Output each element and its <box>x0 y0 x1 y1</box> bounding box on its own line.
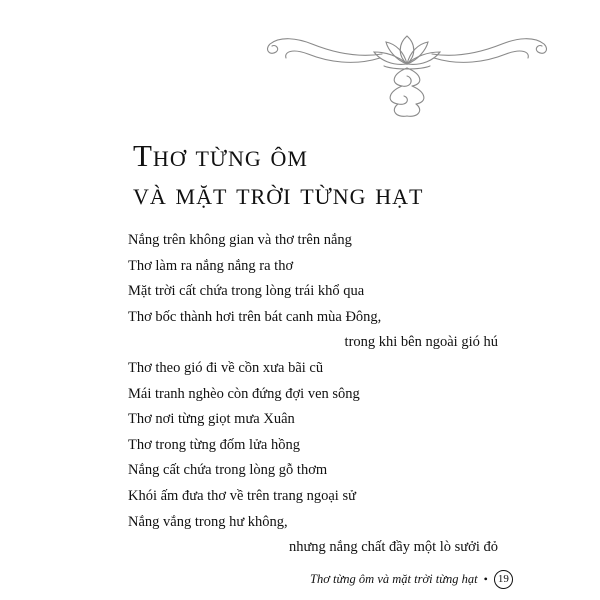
poem-body <box>128 228 508 561</box>
running-title: Thơ từng ôm và mặt trời từng hạt <box>310 571 478 586</box>
page-number: 19 <box>494 570 513 589</box>
poem-line: Thơ nơi từng giọt mưa Xuân <box>128 411 295 428</box>
title-line-1: Thơ từng ôm <box>133 138 308 173</box>
poem-line: Thơ làm ra nắng nắng ra thơ <box>128 257 294 274</box>
poem-line: Thơ bốc thành hơi trên bát canh mùa Đông, <box>128 308 382 325</box>
poem-line: Nắng cất chứa trong lòng gỗ thơm <box>128 462 328 479</box>
lotus-flourish-icon <box>262 22 552 122</box>
title-line-2: và mặt trời từng hạt <box>133 176 424 211</box>
poem-line: Nắng trên không gian và thơ trên nắng <box>128 232 352 248</box>
poem-title <box>133 140 424 214</box>
poem-line: Mặt trời cất chứa trong lòng trái khổ qua <box>128 283 365 300</box>
poem-line: Thơ trong từng đốm lửa hồng <box>128 436 300 453</box>
poem-line: Thơ theo gió đi về cồn xưa bãi cũ <box>128 359 324 376</box>
poem-line: Mái tranh nghèo còn đứng đợi ven sông <box>128 385 360 402</box>
poem-line: Khói ấm đưa thơ về trên trang ngoại sử <box>128 487 356 504</box>
page-footer <box>310 567 513 591</box>
poem-line: Nắng vắng trong hư không, <box>128 513 288 530</box>
poem-line-indented: trong khi bên ngoài gió hú <box>344 334 498 351</box>
footer-separator: • <box>483 571 488 586</box>
poem-line-indented: nhưng nắng chất đầy một lò sưởi đỏ <box>288 539 498 556</box>
